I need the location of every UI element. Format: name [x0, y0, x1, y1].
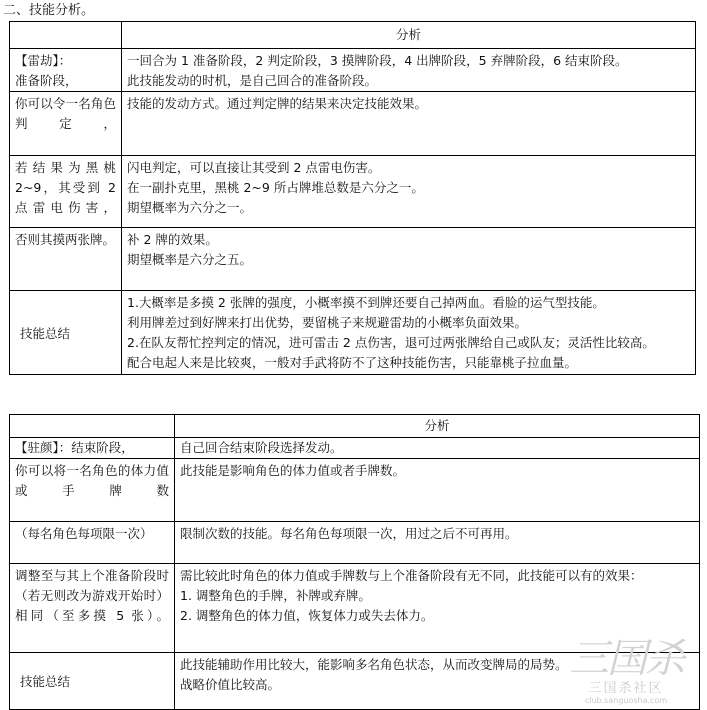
analysis-cell: 补 2 牌的效果。 期望概率是六分之五。: [122, 228, 696, 291]
section-heading: 二、技能分析。: [3, 3, 95, 18]
table-header-row: [10, 22, 696, 49]
table-header-row: [10, 415, 700, 438]
header-analysis-cell: 分析: [175, 415, 700, 438]
analysis-cell: 需比较此时角色的体力值或手牌数与上个准备阶段有无不同，此技能可以有的效果： 1. 调整角色的手牌，补牌或弃牌。 2. 调整角色的体力值，恢复体力或失去体力。: [175, 564, 700, 653]
analysis-cell: 此技能是影响角色的体力值或者手牌数。: [175, 459, 700, 522]
table-row: [10, 653, 700, 710]
table-row: [10, 564, 700, 653]
skill-table-zhuyan: [9, 414, 700, 710]
skill-table-leijie: [9, 21, 696, 375]
header-empty-cell: [10, 22, 122, 49]
summary-label-cell: 技能总结: [10, 653, 175, 710]
skill-text-cell: （每名角色每项限一次）: [10, 522, 175, 564]
summary-label-cell: 技能总结: [10, 291, 122, 375]
analysis-cell: 技能的发动方式。通过判定牌的结果来决定技能效果。: [122, 92, 696, 156]
watermark-logo: 三国杀: [569, 636, 683, 682]
analysis-cell: 1.大概率是多摸 2 张牌的强度，小概率摸不到牌还要自己掉两血。看脸的运气型技能。 利用牌差过到好牌来打出优势，要留桃子来规避雷劫的小概率负面效果。 2.在队友帮忙控判定的情况，进可雷击 2 点伤害，退可过两张牌给自己或队友；灵活性比较高。 配合电起人来是比较爽，一般对手武将防不了这种技能伤害，只能靠桃子拉血量。: [122, 291, 696, 375]
analysis-cell: 自己回合结束阶段选择发动。: [175, 438, 700, 459]
table-row: [10, 459, 700, 522]
skill-text-cell: 你可以将一名角色的体力值或手牌数: [10, 459, 175, 522]
skill-text-cell: 【雷劫】： 准备阶段，: [10, 49, 122, 92]
skill-text-cell: 【驻颜】：结束阶段，: [10, 438, 175, 459]
table-row: [10, 92, 696, 156]
watermark-url: club.sanguosha.com: [584, 696, 668, 705]
table-row: [10, 291, 696, 375]
analysis-cell: 闪电判定，可以直接让其受到 2 点雷电伤害。 在一副扑克里，黑桃 2~9 所占牌堆总数是六分之一。 期望概率为六分之一。: [122, 156, 696, 228]
table-row: [10, 156, 696, 228]
table-row: [10, 228, 696, 291]
header-empty-cell: [10, 415, 175, 438]
skill-text-cell: 调整至与其上个准备阶段时（若无则改为游戏开始时）相同（至多摸 5 张）。: [10, 564, 175, 653]
analysis-cell: 此技能辅助作用比较大，能影响多名角色状态，从而改变牌局的局势。 战略价值比较高。: [175, 653, 700, 710]
skill-text-cell: 若结果为黑桃 2~9，其受到 2 点雷电伤害，: [10, 156, 122, 228]
skill-text-cell: 否则其摸两张牌。: [10, 228, 122, 291]
analysis-cell: 限制次数的技能。每名角色每项限一次，用过之后不可再用。: [175, 522, 700, 564]
table-row: [10, 522, 700, 564]
table-row: [10, 438, 700, 459]
header-analysis-cell: 分析: [122, 22, 696, 49]
analysis-cell: 一回合为 1 准备阶段，2 判定阶段，3 摸牌阶段，4 出牌阶段，5 弃牌阶段，6 结束阶段。 此技能发动的时机，是自己回合的准备阶段。: [122, 49, 696, 92]
watermark-subtitle: 三国杀社区: [588, 681, 664, 696]
table-row: [10, 49, 696, 92]
skill-text-cell: 你可以令一名角色判定，: [10, 92, 122, 156]
